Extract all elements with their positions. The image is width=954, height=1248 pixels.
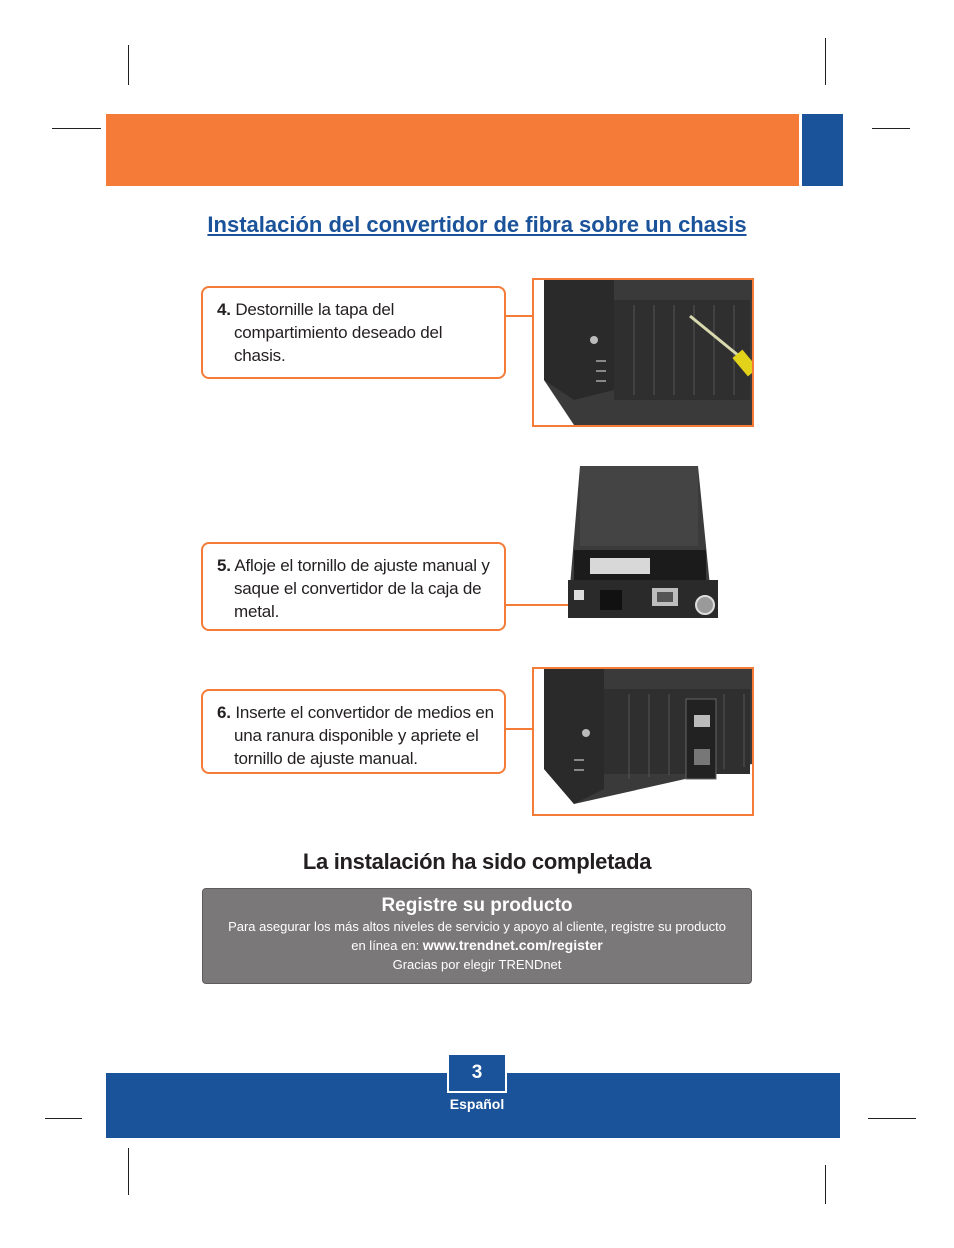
crop-mark bbox=[128, 45, 129, 85]
completion-heading: La instalación ha sido completada bbox=[302, 849, 652, 874]
step-6-callout bbox=[201, 689, 506, 774]
step-5-text-block bbox=[217, 554, 494, 623]
register-product-box bbox=[202, 888, 752, 984]
converter-installed-image bbox=[534, 669, 752, 814]
converter-photo bbox=[560, 466, 730, 626]
register-title: Registre su producto bbox=[381, 895, 573, 916]
chassis-unscrew-image bbox=[534, 280, 752, 425]
crop-mark bbox=[872, 128, 910, 129]
step-number: 4. bbox=[217, 300, 231, 319]
step-text: Destornille la tapa del compartimiento deseado del chasis. bbox=[234, 300, 443, 365]
installed-photo-frame bbox=[532, 667, 754, 816]
step-text: Inserte el convertidor de medios en una ranura disponible y apriete el tornillo de ajuste manual. bbox=[234, 703, 494, 768]
crop-mark bbox=[52, 128, 101, 129]
register-line-3: Gracias por elegir TRENDnet bbox=[392, 957, 562, 972]
step-number: 6. bbox=[217, 703, 231, 722]
language-label: Español bbox=[449, 1096, 505, 1112]
step-text: Afloje el tornillo de ajuste manual y saque el convertidor de la caja de metal. bbox=[234, 556, 490, 621]
crop-mark bbox=[128, 1148, 129, 1195]
crop-mark bbox=[868, 1118, 916, 1119]
register-line-2-prefix: en línea en: bbox=[351, 938, 423, 953]
step-6-text-block bbox=[217, 701, 494, 770]
step-4-text-block bbox=[217, 298, 494, 367]
header-orange-bar bbox=[106, 114, 799, 186]
chassis-photo-frame bbox=[532, 278, 754, 427]
page-number: 3 bbox=[447, 1053, 507, 1093]
register-url-link[interactable]: www.trendnet.com/register bbox=[422, 937, 603, 953]
converter-removal-image bbox=[560, 466, 730, 626]
crop-mark bbox=[45, 1118, 82, 1119]
step-4-callout bbox=[201, 286, 506, 379]
step-number: 5. bbox=[217, 556, 231, 575]
register-line-2 bbox=[203, 936, 751, 955]
register-line-1: Para asegurar los más altos niveles de servicio y apoyo al cliente, registre su producto bbox=[228, 919, 726, 934]
page-title: Instalación del convertidor de fibra sobre un chasis bbox=[207, 212, 747, 237]
header-blue-tab bbox=[802, 114, 843, 186]
step-5-callout bbox=[201, 542, 506, 631]
crop-mark bbox=[825, 38, 826, 85]
crop-mark bbox=[825, 1165, 826, 1204]
